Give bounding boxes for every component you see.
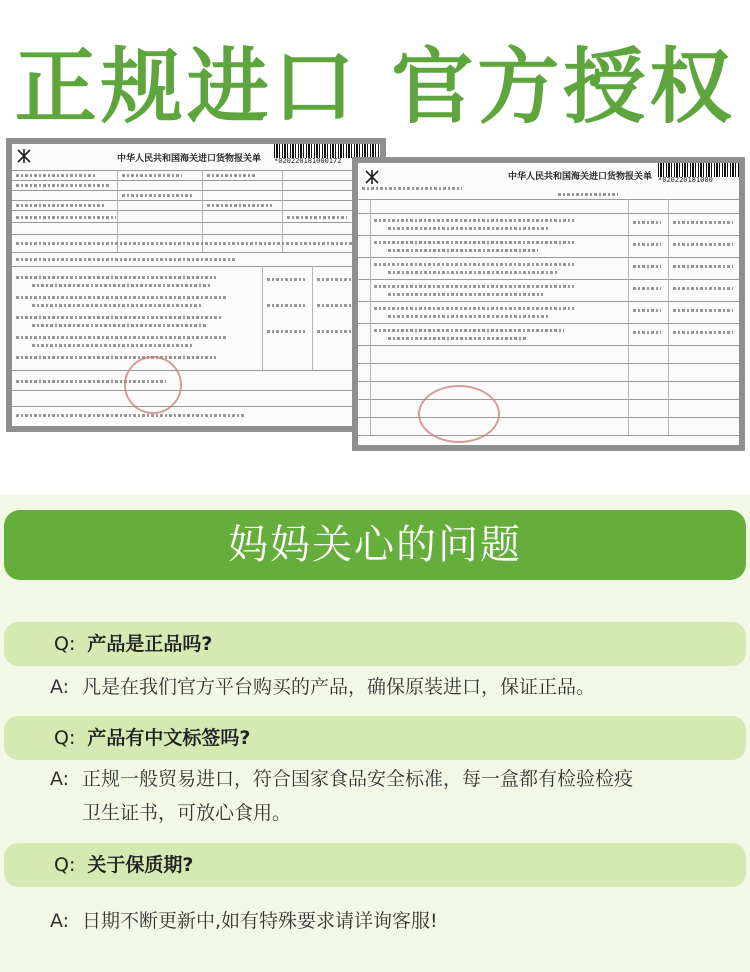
question-prefix: Q: (54, 854, 76, 876)
question-text: 产品是正品吗? (87, 633, 213, 655)
faq-question-3 (4, 843, 746, 887)
barcode-number: *020220181000172 (274, 157, 342, 165)
barcode-number: *020220181000 (658, 176, 713, 184)
document-title: 中华人民共和国海关进口货物报关单 (508, 172, 653, 182)
customs-declaration-image-2 (352, 157, 745, 451)
answer-text: 凡是在我们官方平台购买的产品，确保原装进口，保证正品。 (82, 676, 596, 698)
answer-text: 正规一般贸易进口，符合国家食品安全标准，每一盒都有检验检疫卫生证书，可放心食用。 (82, 768, 634, 824)
answer-text: 日期不断更新中,如有特殊要求请详询客服! (82, 910, 438, 932)
faq-answer-3 (50, 904, 682, 938)
answer-prefix: A: (50, 910, 70, 932)
barcode (274, 144, 382, 158)
question-prefix: Q: (54, 633, 76, 655)
faq-question-2 (4, 716, 746, 760)
faq-question-1 (4, 622, 746, 666)
question-text: 关于保质期? (87, 854, 194, 876)
question-text: 产品有中文标签吗? (87, 727, 251, 749)
official-stamp (418, 385, 500, 443)
answer-prefix: A: (50, 676, 70, 698)
customs-emblem-icon (16, 148, 32, 164)
official-stamp (124, 356, 182, 414)
customs-emblem-icon (364, 169, 380, 185)
document-title: 中华人民共和国海关进口货物报关单 (117, 154, 262, 164)
faq-heading: 妈妈关心的问题 (4, 510, 746, 580)
faq-answer-2 (50, 762, 642, 830)
barcode (658, 163, 745, 177)
faq-answer-1 (50, 670, 682, 704)
customs-declaration-image-1 (6, 138, 386, 432)
answer-prefix: A: (50, 768, 70, 790)
headline: 正规进口 官方授权 (14, 40, 736, 135)
question-prefix: Q: (54, 727, 76, 749)
